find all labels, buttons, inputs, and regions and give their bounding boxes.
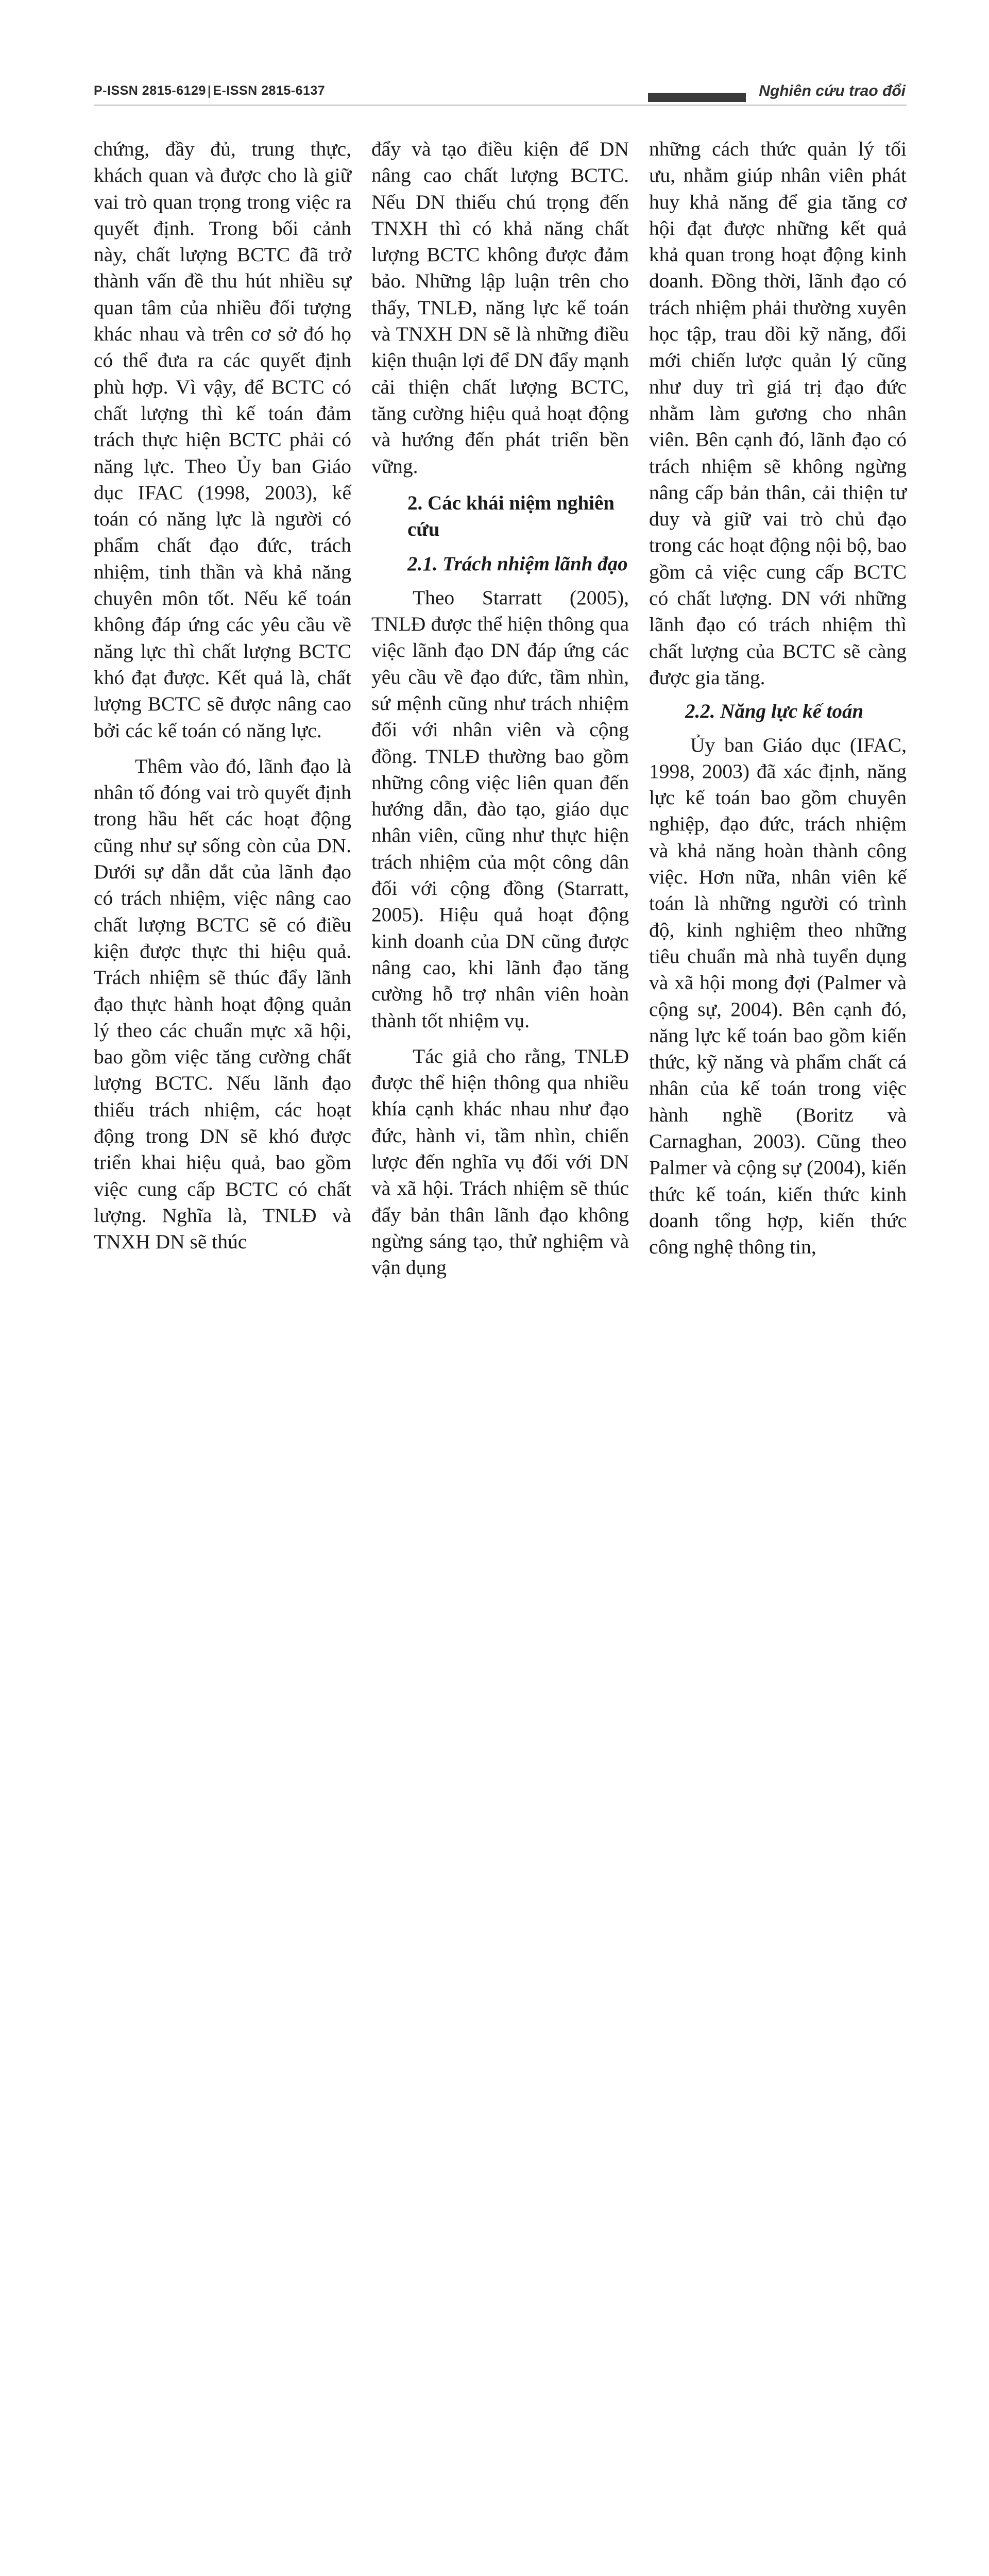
paragraph: Ủy ban Giáo dục (IFAC, 1998, 2003) đã xác định, năng lực kế toán bao gồm chuyên nghiệp, đạo đức, trách nhiệm và khả năng hoàn thành công việc. Hơn nữa, nhân viên kế toán là những người có trình độ, kinh nghiệm theo những tiêu chuẩn mà nhà tuyển dụng và xã hội mong đợi (Palmer và cộng sự, 2004). Bên cạnh đó, năng lực kế toán bao gồm kiến thức, kỹ năng và phẩm chất cá nhân của kế toán trong việc hành nghề (Boritz và Carnaghan, 2003). Cũng theo Palmer và cộng sự (2004), kiến thức kế toán, kiến thức kinh doanh tổng hợp, kiến thức công nghệ thông tin, (649, 733, 907, 1259)
column-3 (649, 136, 907, 1311)
section-label: Nghiên cứu trao đổi (759, 82, 906, 99)
column-2 (371, 136, 629, 1311)
section-heading: 2. Các khái niệm nghiên cứu (407, 492, 615, 541)
section-bar (648, 93, 746, 102)
subsection-heading: 2.2. Năng lực kế toán (685, 700, 864, 723)
page-header (0, 0, 989, 118)
paragraph: Thêm vào đó, lãnh đạo là nhân tố đóng vai trò quyết định trong hầu hết các hoạt động cũng như sự sống còn của DN. Dưới sự dẫn dắt của lãnh đạo có trách nhiệm, việc nâng cao chất lượng BCTC sẽ có điều kiện được thực thi hiệu quả. Trách nhiệm sẽ thúc đẩy lãnh đạo thực hành hoạt động quản lý theo các chuẩn mực xã hội, bao gồm việc tăng cường chất lượng BCTC. Nếu lãnh đạo thiếu trách nhiệm, các hoạt động trong DN sẽ khó được triển khai hiệu quả, bao gồm việc cung cấp BCTC có chất lượng. Nghĩa là, TNLĐ và TNXH DN sẽ thúc (94, 754, 351, 1253)
article-body (94, 136, 907, 1311)
paragraph: Theo Starratt (2005), TNLĐ được thể hiện thông qua việc lãnh đạo DN đáp ứng các yêu cầu về đạo đức, tầm nhìn, sứ mệnh cũng như trách nhiệm đối với nhân viên và cộng đồng. TNLĐ thường bao gồm những công việc liên quan đến hướng dẫn, đào tạo, giáo dục nhân viên, cũng như thực hiện trách nhiệm của một công dân đối với cộng đồng (Starratt, 2005). Hiệu quả hoạt động kinh doanh của DN cũng được nâng cao, khi lãnh đạo tăng cường hỗ trợ nhân viên hoàn thành tốt nhiệm vụ. (371, 586, 629, 1032)
issn-line (94, 83, 325, 98)
issn-print: P-ISSN 2815-6129 (94, 83, 206, 98)
header-rule (94, 105, 907, 106)
paragraph: chứng, đầy đủ, trung thực, khách quan và được cho là giữ vai trò quan trọng trong việc ra quyết định. Trong bối cảnh này, chất lượng BCTC đã trở thành vấn đề thu hút nhiều sự quan tâm của nhiều đối tượng khác nhau và trên cơ sở đó họ có thể đưa ra các quyết định phù hợp. Vì vậy, để BCTC có chất lượng thì kế toán đảm trách thực hiện BCTC phải có năng lực. Theo Ủy ban Giáo dục IFAC (1998, 2003), kế toán có năng lực là người có phẩm chất đạo đức, trách nhiệm, tinh thần và khả năng chuyên môn tốt. Nếu kế toán không đáp ứng các yêu cầu về năng lực thì chất lượng BCTC khó đạt được. Kết quả là, chất lượng BCTC sẽ được nâng cao bởi các kế toán có năng lực. (94, 138, 351, 742)
issn-separator: | (207, 83, 212, 98)
issn-electronic: E-ISSN 2815-6137 (213, 83, 326, 98)
paragraph: đẩy và tạo điều kiện để DN nâng cao chất lượng BCTC. Nếu DN thiếu chú trọng đến TNXH thì có khả năng chất lượng BCTC không được đảm bảo. Những lập luận trên cho thấy, TNLĐ, năng lực kế toán và TNXH DN sẽ là những điều kiện thuận lợi để DN đẩy mạnh cải thiện chất lượng BCTC, tăng cường hiệu quả hoạt động và hướng đến phát triển bền vững. (371, 138, 629, 478)
subsection-heading: 2.1. Trách nhiệm lãnh đạo (407, 553, 628, 575)
page-footer (0, 1288, 989, 1329)
column-1 (94, 136, 351, 1311)
paragraph: Tác giả cho rằng, TNLĐ được thể hiện thông qua nhiều khía cạnh khác nhau như đạo đức, hành vi, tầm nhìn, chiến lược đến nghĩa vụ đối với DN và xã hội. Trách nhiệm sẽ thúc đẩy bản thân lãnh đạo không ngừng sáng tạo, thử nghiệm và vận dụng (371, 1044, 629, 1279)
paragraph: những cách thức quản lý tối ưu, nhằm giúp nhân viên phát huy khả năng để gia tăng cơ hội đạt được những kết quả khả quan trong hoạt động kinh doanh. Đồng thời, lãnh đạo có trách nhiệm phải thường xuyên học tập, trau dồi kỹ năng, đổi mới chiến lược quản lý cũng như duy trì giá trị đạo đức nhằm làm gương cho nhân viên. Bên cạnh đó, lãnh đạo có trách nhiệm sẽ không ngừng nâng cấp bản thân, cải thiện tư duy và giữ vai trò chủ đạo trong các hoạt động nội bộ, bao gồm cả việc cung cấp BCTC có chất lượng. DN với những lãnh đạo có trách nhiệm thì chất lượng của BCTC sẽ càng được gia tăng. (649, 138, 907, 689)
